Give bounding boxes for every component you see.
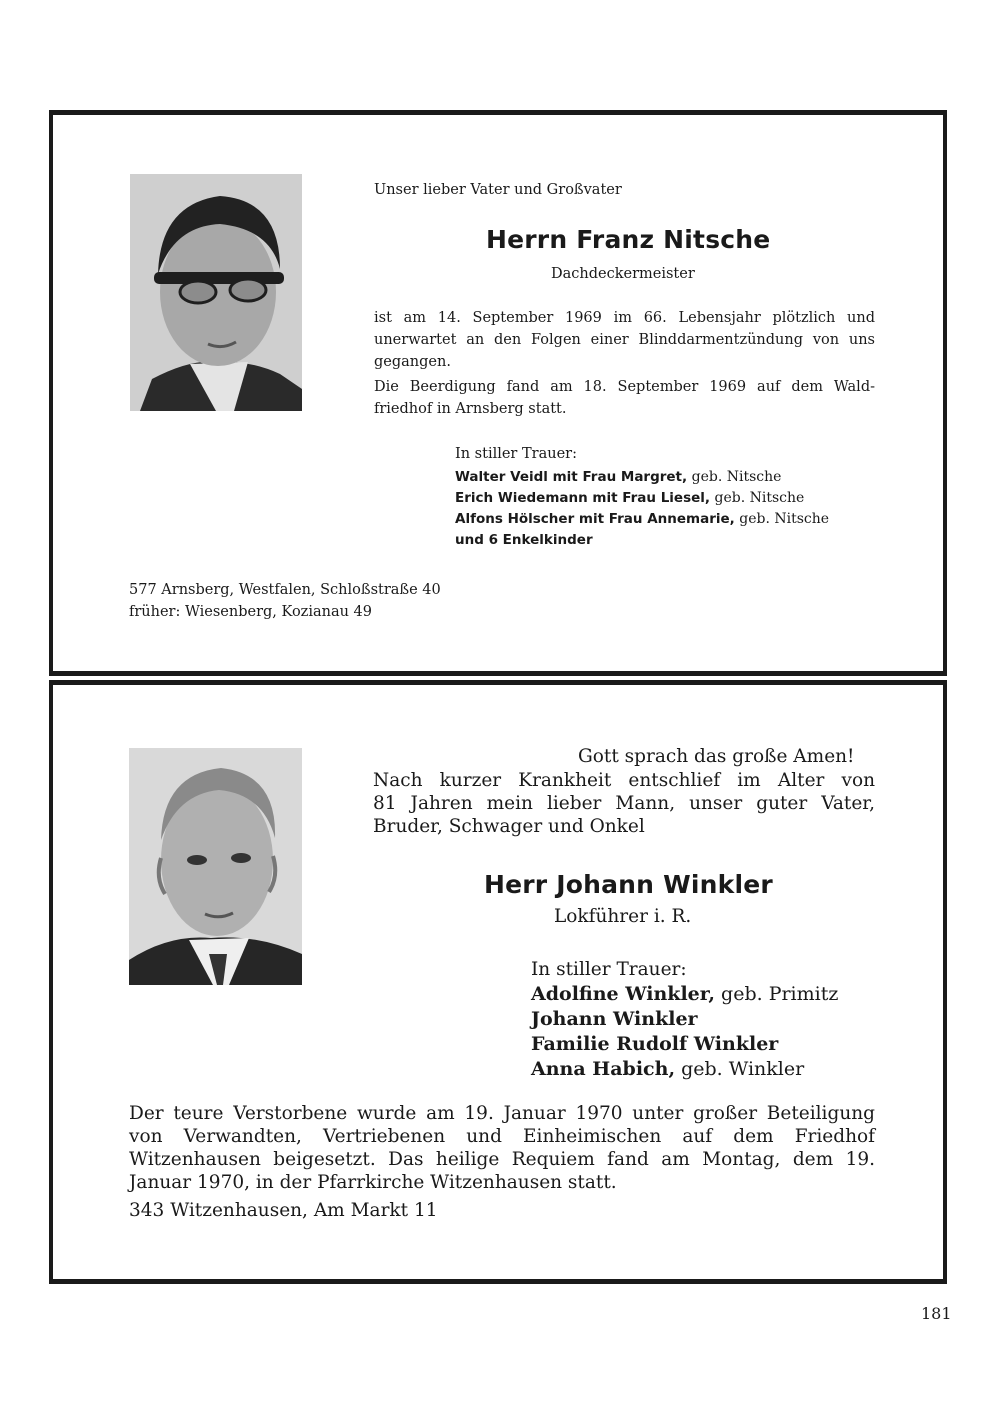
- death-announcement: [373, 769, 875, 838]
- text-line: friedhof in Arnsberg statt.: [374, 401, 567, 417]
- deceased-profession: Dachdeckermeister: [551, 266, 695, 282]
- notice-intro: Unser lieber Vater und Großvater: [374, 182, 622, 198]
- mourner-entry: [455, 530, 829, 551]
- mourner-name: Erich Wiedemann mit Frau Liesel,: [455, 490, 711, 506]
- mourner-name: Alfons Hölscher mit Frau Annemarie,: [455, 511, 735, 527]
- portrait-photo-johann-winkler: [129, 748, 302, 985]
- burial-announcement: [129, 1102, 875, 1194]
- text-line: von Verwandten, Vertriebenen und Einheimischen auf dem Friedhof: [129, 1126, 875, 1147]
- page-number: 181: [921, 1304, 952, 1323]
- obituary-notice-nitsche: [49, 110, 947, 676]
- mourner-entry: [531, 982, 838, 1007]
- text-line: 81 Jahren mein lieber Mann, unser guter Vater,: [373, 793, 875, 814]
- mourner-entry: [531, 1032, 838, 1057]
- mourner-entry: [531, 1057, 838, 1082]
- mourners-list: [455, 467, 829, 551]
- text-line: Witzenhausen beigesetzt. Das heilige Requiem fand am Montag, dem 19.: [129, 1149, 875, 1170]
- mourner-name: Adolfine Winkler,: [531, 983, 715, 1005]
- text-line: unerwartet an den Folgen einer Blinddarmentzündung von uns: [374, 332, 875, 348]
- mourner-detail: geb. Winkler: [675, 1058, 805, 1080]
- mourner-entry: [455, 488, 829, 509]
- mourner-name: Familie Rudolf Winkler: [531, 1033, 779, 1055]
- text-line: Der teure Verstorbene wurde am 19. Januar 1970 unter großer Beteiligung: [129, 1103, 875, 1124]
- mourner-detail: geb. Nitsche: [734, 511, 830, 527]
- address-line: früher: Wiesenberg, Kozianau 49: [129, 604, 372, 620]
- mourners-list: [531, 982, 838, 1082]
- obituary-notice-winkler: [49, 680, 947, 1284]
- portrait-photo-franz-nitsche: [130, 174, 302, 411]
- mourner-name: und 6 Enkelkinder: [455, 532, 593, 548]
- mourner-entry: [531, 1007, 838, 1032]
- deceased-name: Herr Johann Winkler: [484, 870, 773, 899]
- mourning-heading: In stiller Trauer:: [531, 959, 687, 980]
- deceased-profession: Lokführer i. R.: [554, 906, 692, 927]
- mourner-detail: geb. Primitz: [715, 983, 839, 1005]
- text-line: gegangen.: [374, 354, 451, 370]
- address-line: 577 Arnsberg, Westfalen, Schloßstraße 40: [129, 582, 441, 598]
- notice-motto: Gott sprach das große Amen!: [578, 746, 855, 767]
- mourner-entry: [455, 467, 829, 488]
- text-line: Bruder, Schwager und Onkel: [373, 816, 645, 837]
- mourner-detail: geb. Nitsche: [687, 469, 782, 485]
- text-line: Die Beerdigung fand am 18. September 1969 auf dem Wald-: [374, 379, 875, 395]
- mourning-heading: In stiller Trauer:: [455, 446, 577, 462]
- deceased-name: Herrn Franz Nitsche: [486, 225, 771, 254]
- text-line: Januar 1970, in der Pfarrkirche Witzenhausen statt.: [129, 1172, 617, 1193]
- text-line: Nach kurzer Krankheit entschlief im Alter von: [373, 770, 875, 791]
- mourner-detail: geb. Nitsche: [710, 490, 805, 506]
- mourner-name: Anna Habich,: [531, 1058, 676, 1080]
- address: 343 Witzenhausen, Am Markt 11: [129, 1200, 438, 1221]
- text-line: ist am 14. September 1969 im 66. Lebensjahr plötzlich und: [374, 310, 875, 326]
- mourner-name: Walter Veidl mit Frau Margret,: [455, 469, 688, 485]
- mourner-name: Johann Winkler: [531, 1008, 698, 1030]
- mourner-entry: [455, 509, 829, 530]
- death-announcement: [374, 307, 875, 420]
- address-block: [129, 579, 441, 623]
